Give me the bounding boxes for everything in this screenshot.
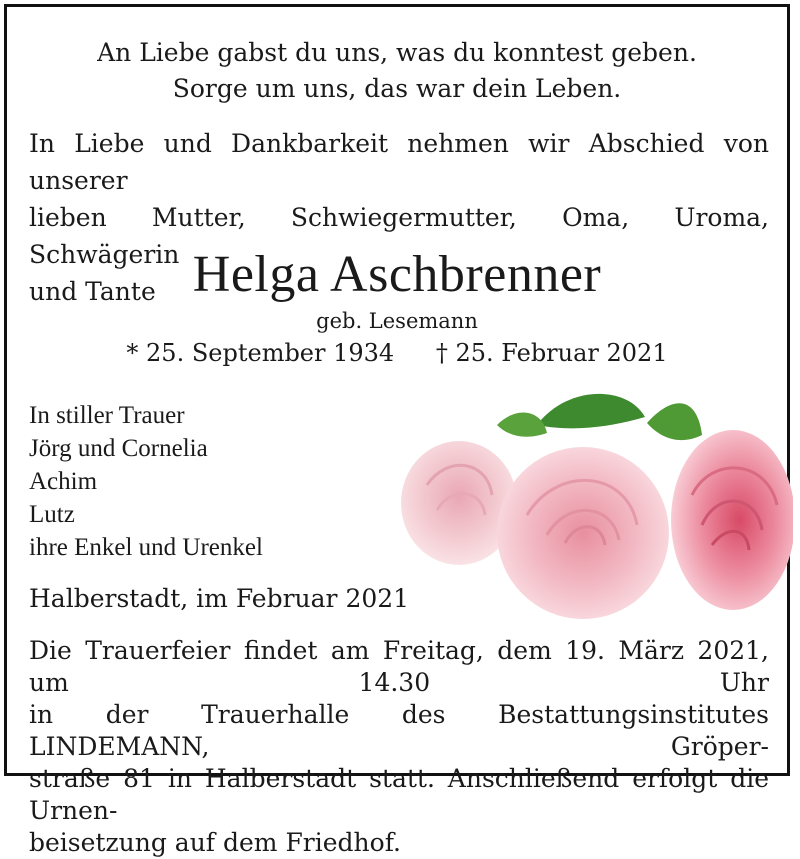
maiden-name: geb. Lesemann bbox=[316, 309, 478, 333]
obituary-notice bbox=[4, 4, 790, 857]
intro-line-3: und Tante bbox=[29, 277, 156, 306]
mourners-list bbox=[29, 399, 263, 564]
service-line-3: straße 81 in Halberstadt statt. Anschließend erfolgt die Urnen- bbox=[29, 764, 769, 825]
mourner-line: ihre Enkel und Urenkel bbox=[29, 534, 263, 561]
service-line-1: Die Trauerfeier findet am Freitag, dem 19. März 2021, um 14.30 Uhr bbox=[29, 636, 769, 697]
mourner-line: In stiller Trauer bbox=[29, 402, 185, 429]
deceased-name: Helga Aschbrenner bbox=[192, 246, 602, 303]
motto-verse bbox=[7, 35, 787, 107]
motto-line-2: Sorge um uns, das war dein Leben. bbox=[172, 74, 622, 103]
roses-illustration bbox=[397, 385, 793, 623]
intro-line-2: lieben Mutter, Schwiegermutter, Oma, Uroma, Schwägerin bbox=[29, 203, 769, 269]
leaf-shape bbox=[537, 394, 645, 428]
intro-line-1: In Liebe und Dankbarkeit nehmen wir Abschied von unserer bbox=[29, 129, 769, 195]
death-date: † 25. Februar 2021 bbox=[435, 339, 668, 367]
leaf-shape bbox=[647, 403, 702, 440]
place-and-date: Halberstadt, im Februar 2021 bbox=[29, 584, 410, 613]
leaf-shape bbox=[497, 413, 547, 437]
service-details bbox=[29, 635, 769, 859]
service-line-2: in der Trauerhalle des Bestattungsinstitutes LINDEMANN, Gröper- bbox=[29, 700, 769, 761]
motto-line-1: An Liebe gabst du uns, was du konntest geben. bbox=[97, 38, 697, 67]
mourner-line: Achim bbox=[29, 468, 98, 495]
birth-date: * 25. September 1934 bbox=[126, 339, 395, 367]
rose-middle bbox=[497, 447, 669, 619]
service-line-4: beisetzung auf dem Friedhof. bbox=[29, 828, 401, 857]
rose-right bbox=[671, 430, 793, 610]
mourner-line: Lutz bbox=[29, 501, 75, 528]
life-dates bbox=[7, 339, 787, 367]
mourner-line: Jörg und Cornelia bbox=[29, 435, 208, 462]
